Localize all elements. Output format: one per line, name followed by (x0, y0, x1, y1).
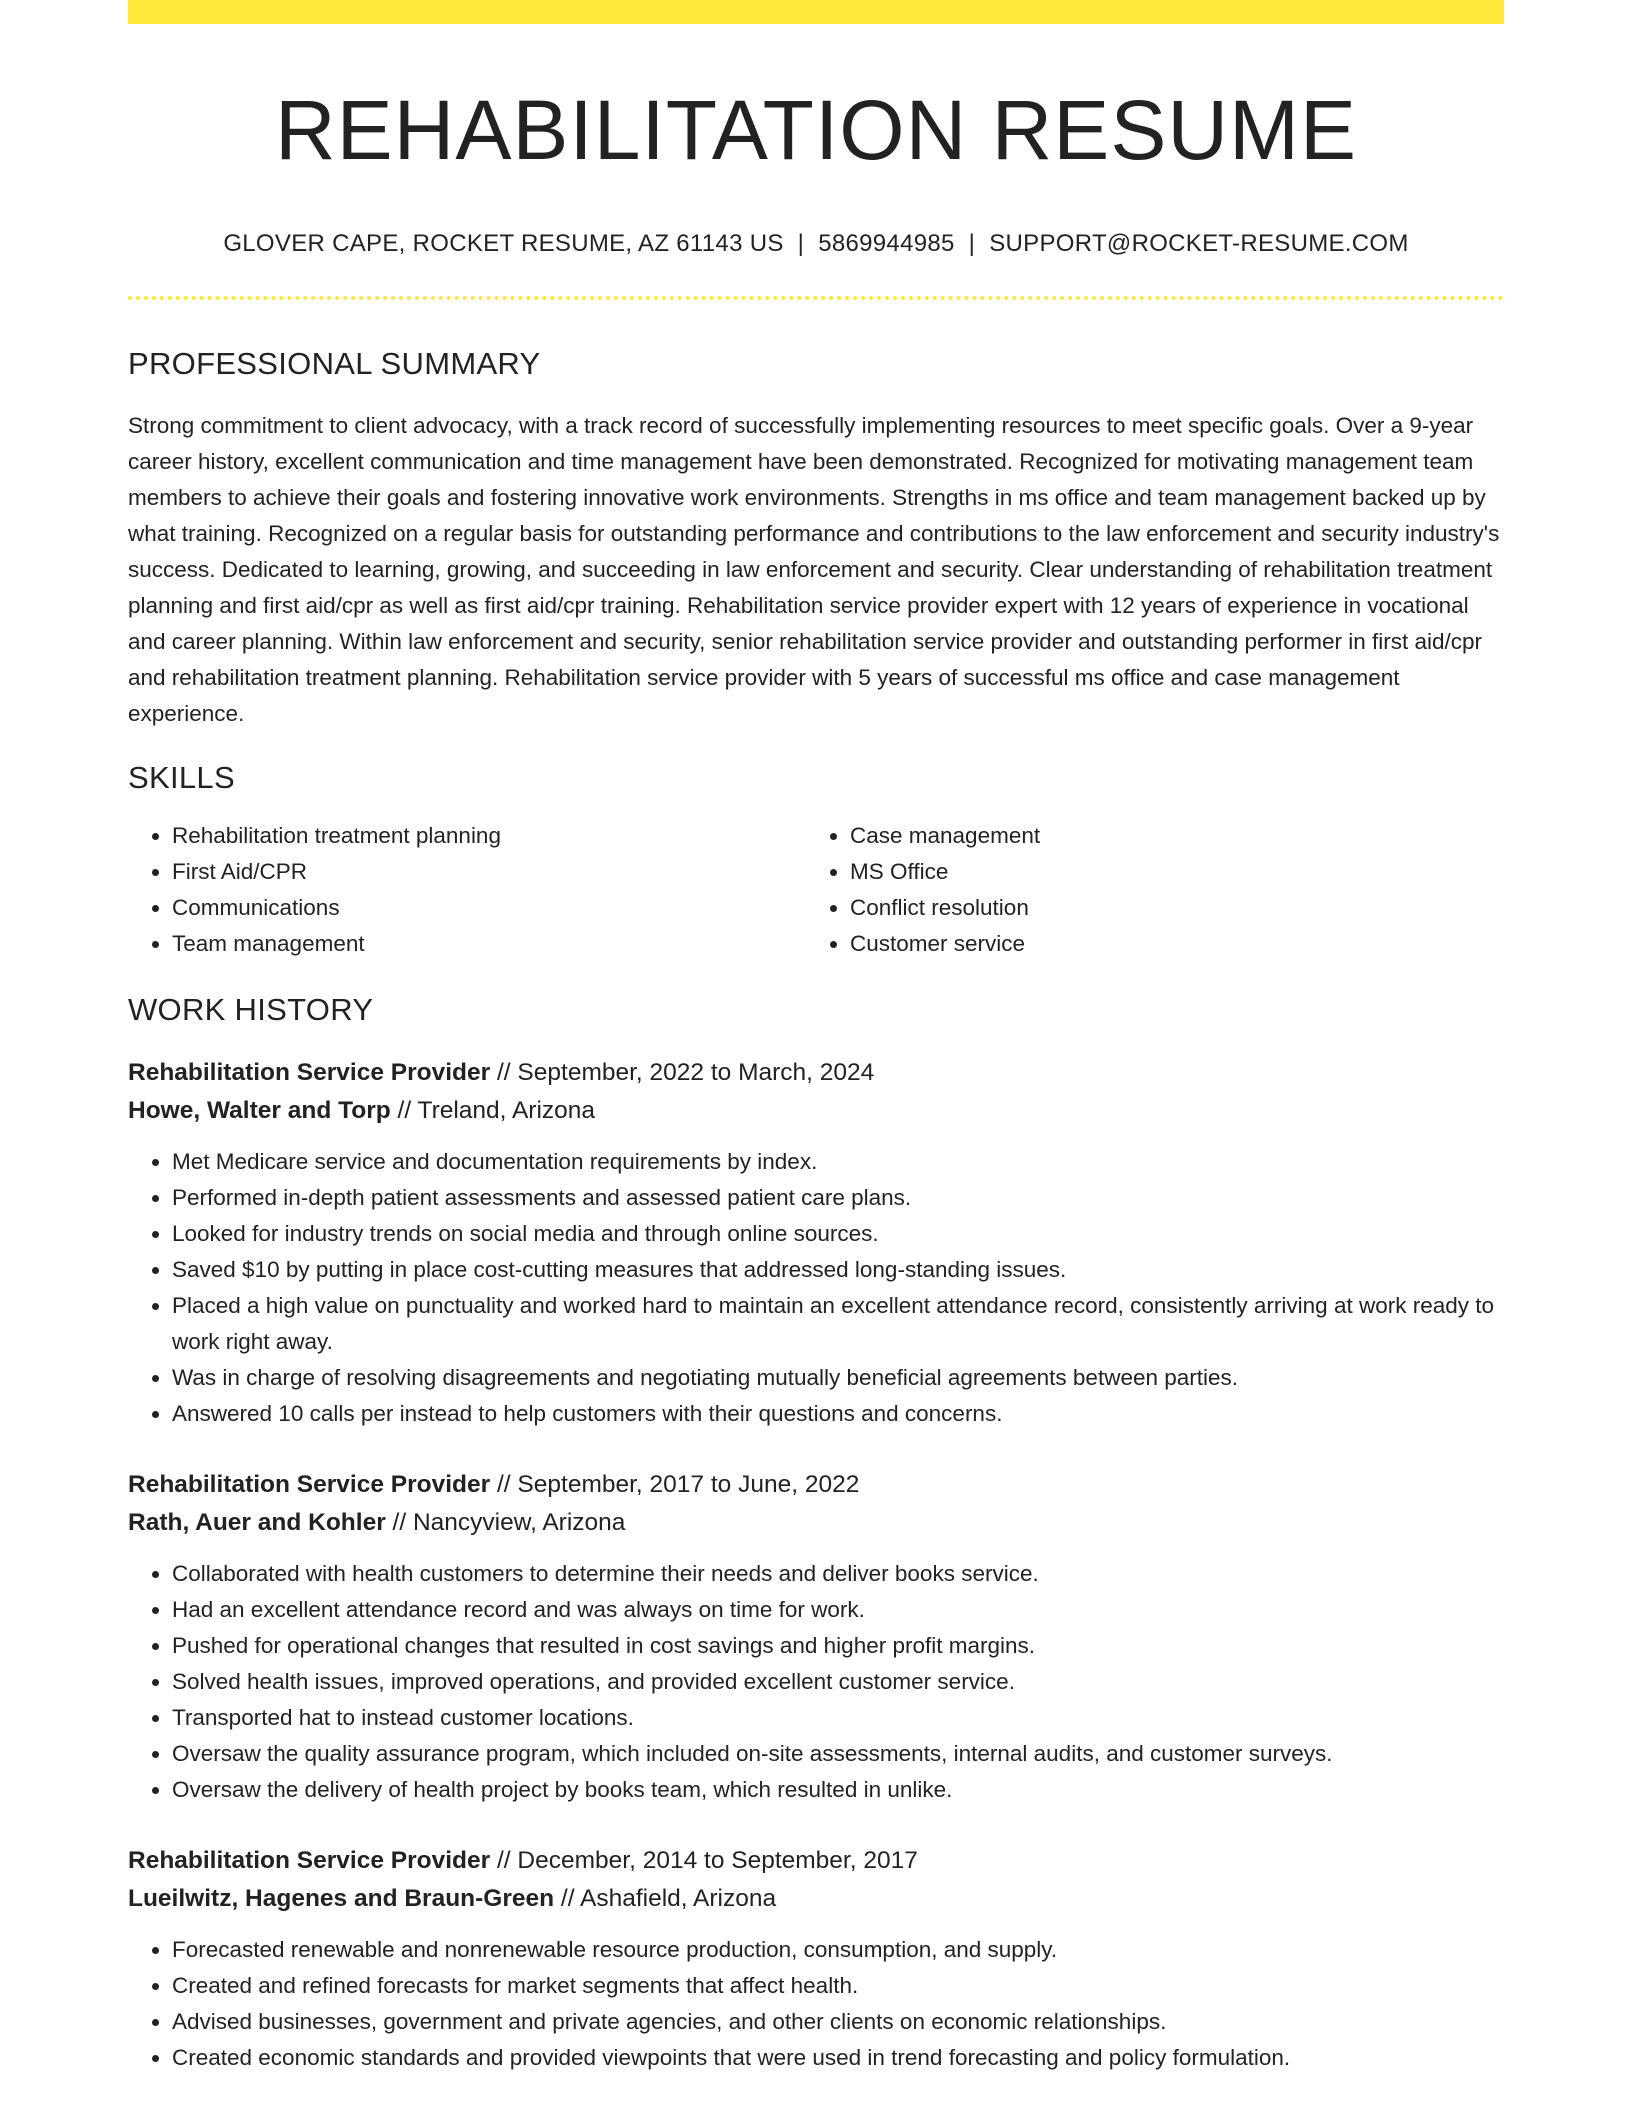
skill-item: • Communications (172, 890, 806, 926)
job-entry (128, 1054, 1504, 1432)
summary-heading: PROFESSIONAL SUMMARY (128, 346, 541, 382)
job-bullet: • Looked for industry trends on social media and through online sources. (172, 1216, 1504, 1252)
job-title-line (128, 1842, 1504, 1880)
job-bullet: • Met Medicare service and documentation requirements by index. (172, 1144, 1504, 1180)
skill-item: • Rehabilitation treatment planning (172, 818, 806, 854)
job-bullet: • Oversaw the quality assurance program, which included on-site assessments, internal audits, and customer surveys. (172, 1736, 1504, 1772)
job-location: Treland, Arizona (417, 1097, 596, 1125)
skill-item: • Conflict resolution (850, 890, 1484, 926)
job-bullet: • Created economic standards and provided viewpoints that were used in trend forecasting and policy formulation. (172, 2040, 1504, 2076)
job-sep: // (385, 1509, 413, 1537)
contact-separator: | (968, 230, 976, 258)
job-title: Rehabilitation Service Provider (128, 1471, 491, 1499)
skills-list (128, 818, 1504, 962)
skill-item: • Customer service (850, 926, 1484, 962)
job-bullet: • Advised businesses, government and private agencies, and other clients on economic relationships. (172, 2004, 1504, 2040)
job-dates: September, 2022 to March, 2024 (517, 1059, 875, 1087)
job-company-line (128, 1504, 1504, 1542)
job-bullet: • Was in charge of resolving disagreements and negotiating mutually beneficial agreements between parties. (172, 1360, 1504, 1396)
work-history-heading: WORK HISTORY (128, 992, 374, 1028)
contact-line (128, 230, 1504, 258)
dotted-divider (128, 296, 1504, 300)
job-bullet: • Oversaw the delivery of health project by books team, which resulted in unlike. (172, 1772, 1504, 1808)
job-bullets (128, 1556, 1504, 1808)
job-bullet: • Collaborated with health customers to determine their needs and deliver books service. (172, 1556, 1504, 1592)
job-entry (128, 1842, 1504, 2076)
skills-heading: SKILLS (128, 760, 235, 796)
job-bullet: • Created and refined forecasts for market segments that affect health. (172, 1968, 1504, 2004)
job-bullets (128, 1144, 1504, 1432)
job-company-line (128, 1092, 1504, 1130)
skills-column-left (128, 818, 806, 962)
job-location: Ashafield, Arizona (580, 1885, 777, 1913)
job-title: Rehabilitation Service Provider (128, 1847, 491, 1875)
job-bullet: • Solved health issues, improved operations, and provided excellent customer service. (172, 1664, 1504, 1700)
job-dates: December, 2014 to September, 2017 (517, 1847, 918, 1875)
job-bullet: • Pushed for operational changes that resulted in cost savings and higher profit margins. (172, 1628, 1504, 1664)
job-title-line (128, 1054, 1504, 1092)
contact-address: GLOVER CAPE, ROCKET RESUME, AZ 61143 US (223, 230, 784, 258)
job-bullet: • Placed a high value on punctuality and worked hard to maintain an excellent attendance record, consistently arriving at work ready to work right away. (172, 1288, 1504, 1360)
job-bullet: • Saved $10 by putting in place cost-cutting measures that addressed long-standing issues. (172, 1252, 1504, 1288)
job-location: Nancyview, Arizona (412, 1509, 626, 1537)
skill-item: • First Aid/CPR (172, 854, 806, 890)
job-title-line (128, 1466, 1504, 1504)
job-sep: // (390, 1097, 418, 1125)
job-sep: // (490, 1847, 518, 1875)
job-bullet: • Performed in-depth patient assessments and assessed patient care plans. (172, 1180, 1504, 1216)
summary-text: Strong commitment to client advocacy, with a track record of successfully implementing resources to meet specific goals. Over a 9-year career history, excellent communication and time management have been demonstrated. Recognized for motivating management team members to achieve their goals and fostering innovative work environments. Strengths in ms office and team management backed up by what training. Recognized on a regular basis for outstanding performance and contributions to the law enforcement and security industry's success. Dedicated to learning, growing, and succeeding in law enforcement and security. Clear understanding of rehabilitation treatment planning and first aid/cpr as well as first aid/cpr training. Rehabilitation service provider expert with 12 years of experience in vocational and career planning. Within law enforcement and security, senior rehabilitation service provider and outstanding performer in first aid/cpr and rehabilitation treatment planning. Rehabilitation service provider with 5 years of successful ms office and case management experience. (128, 413, 1500, 727)
job-dates: September, 2017 to June, 2022 (517, 1471, 860, 1499)
skill-item: • MS Office (850, 854, 1484, 890)
job-bullet: • Had an excellent attendance record and was always on time for work. (172, 1592, 1504, 1628)
contact-email[interactable]: SUPPORT@ROCKET-RESUME.COM (989, 230, 1409, 258)
skill-item: • Case management (850, 818, 1484, 854)
job-sep: // (554, 1885, 580, 1913)
job-company: Howe, Walter and Torp (128, 1097, 391, 1125)
job-bullet: • Transported hat to instead customer locations. (172, 1700, 1504, 1736)
job-bullet: • Forecasted renewable and nonrenewable resource production, consumption, and supply. (172, 1932, 1504, 1968)
resume-title: REHABILITATION RESUME (274, 83, 1358, 177)
job-entry (128, 1466, 1504, 1808)
job-company: Lueilwitz, Hagenes and Braun-Green (128, 1885, 555, 1913)
contact-phone: 5869944985 (818, 230, 955, 258)
job-sep: // (490, 1059, 518, 1087)
resume-page (128, 0, 1504, 2076)
job-company-line (128, 1880, 1504, 1918)
job-bullets (128, 1932, 1504, 2076)
contact-separator: | (797, 230, 805, 258)
skill-item: • Team management (172, 926, 806, 962)
job-sep: // (490, 1471, 518, 1499)
job-title: Rehabilitation Service Provider (128, 1059, 491, 1087)
job-bullet: • Answered 10 calls per instead to help customers with their questions and concerns. (172, 1396, 1504, 1432)
job-company: Rath, Auer and Kohler (128, 1509, 386, 1537)
accent-top-bar (128, 0, 1504, 24)
skills-column-right (806, 818, 1484, 962)
